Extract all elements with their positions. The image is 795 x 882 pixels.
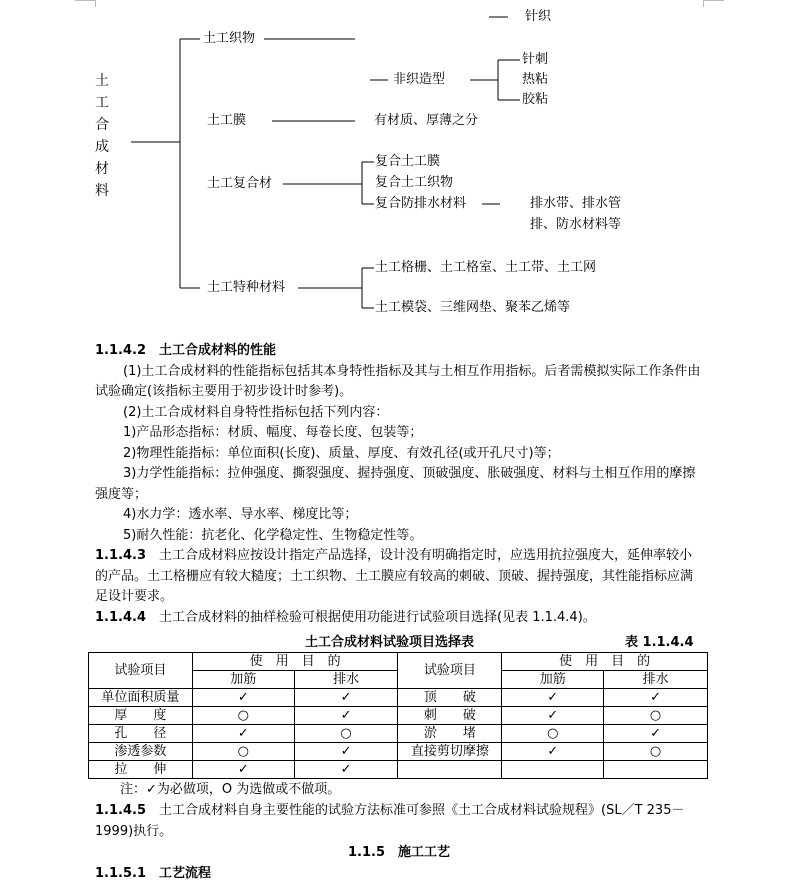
header-drainage: 排水 [604,671,708,689]
node-special-2: 土工模袋、三维网垫、聚苯乙烯等 [375,300,571,315]
section-1145 [95,801,703,842]
cell-mark: ○ [294,725,398,743]
cell-item: 顶 破 [398,689,502,707]
cell-item: 拉 伸 [89,761,193,779]
cell-mark: ✓ [192,725,294,743]
node-drainage-2: 排、防水材料等 [530,217,622,232]
cell-mark: ✓ [192,689,294,707]
node-special: 土工特种材料 [207,280,286,295]
cell-mark: ✓ [502,689,604,707]
header-purpose: 使 用 目 的 [192,653,398,671]
table-row [89,707,708,725]
node-heat-bonded: 热粘 [522,72,549,87]
node-composite-textile: 复合土工织物 [375,175,454,190]
paragraph: 1)产品形态指标：材质、幅度、每卷长度、包装等； [123,425,423,440]
root-char: 合 [95,117,109,133]
root-char: 材 [95,161,109,177]
table-note: 注：✓为必做项，O 为选做或不做项。 [120,782,341,797]
node-nonwoven: 非织造型 [393,72,446,87]
root-char: 料 [95,183,109,199]
paragraph-1145: 1.1.4.5 土工合成材料自身主要性能的试验方法标准可参照《土工合成材料试验规程》(SL／T 235－1999)执行。 [95,803,685,839]
node-composite-drainage: 复合防排水材料 [375,196,467,211]
paragraph: 5)耐久性能：抗老化、化学稳定性、生物稳定性等。 [123,527,423,543]
paragraph-1144: 1.1.4.4 土工合成材料的抽样检验可根据使用功能进行试验项目选择(见表 1.1.4.4)。 [95,609,596,625]
node-membrane: 土工膜 [207,113,247,128]
header-purpose: 使 用 目 的 [502,653,708,671]
table-title: 土工合成材料试验项目选择表 [305,635,475,650]
table-row [89,725,708,743]
section-1142 [95,341,703,628]
cell-mark: ✓ [294,761,398,779]
header-item: 试验项目 [398,653,502,689]
table-number: 表 1.1.4.4 [625,635,694,650]
cell-item [398,761,502,779]
root-char: 土 [95,73,109,89]
cell-mark: ✓ [604,689,708,707]
node-geotextile: 土工织物 [203,31,256,46]
paragraph: 4)水力学：透水率、导水率、梯度比等； [123,507,358,522]
table-row [89,689,708,707]
cell-mark [604,761,708,779]
node-woven: 针织 [525,9,552,24]
paragraph-1143: 1.1.4.3 土工合成材料应按设计指定产品选择，设计没有明确指定时，应选用抗拉强度大，延伸率较小的产品。土工格栅应有较大糙度；土工织物、土工膜应有较高的刺破、顶破、握持强度，其性能指标应满足设计要求。 [95,548,694,604]
section-115-heading: 1.1.5 施工工艺 [348,845,451,860]
table-row [89,761,708,779]
root-char: 成 [95,139,109,155]
cell-mark: ✓ [294,689,398,707]
cell-item: 直接剪切摩擦 [398,743,502,761]
cell-item: 单位面积质量 [89,689,193,707]
cell-item: 渗透参数 [89,743,193,761]
paragraph: (2)土工合成材料自身特性指标包括下列内容： [123,404,389,420]
cell-mark: ✓ [604,725,708,743]
header-item: 试验项目 [89,653,193,689]
paragraph: 3)力学性能指标：拉伸强度、撕裂强度、握持强度、顶破强度、胀破强度、材料与土相互作用的摩擦强度等； [95,466,696,502]
node-glue-bonded: 胶粘 [522,92,549,107]
node-needle-punched: 针刺 [522,52,549,67]
node-composite-membrane: 复合土工膜 [375,154,441,169]
cell-mark: ✓ [502,707,604,725]
node-drainage-1: 排水带、排水管 [530,196,622,211]
paragraph: (1)土工合成材料的性能指标包括其本身特性指标及其与土相互作用指标。后者需模拟实际工作条件由试验确定(该指标主要用于初步设计时参考)。 [95,363,701,399]
cell-mark: ✓ [294,743,398,761]
header-drainage: 排水 [294,671,398,689]
header-reinforcement: 加筋 [502,671,604,689]
cell-mark: ✓ [192,761,294,779]
cell-mark: ○ [192,743,294,761]
cell-mark: ○ [604,743,708,761]
cell-item: 孔 径 [89,725,193,743]
cell-mark: ✓ [294,707,398,725]
node-composite: 土工复合材 [207,176,273,191]
cell-mark: ○ [502,725,604,743]
root-char: 工 [95,95,109,111]
section-1151-heading: 1.1.5.1 工艺流程 [95,866,212,881]
cell-item: 刺 破 [398,707,502,725]
node-special-1: 土工格栅、土工格室、土工带、土工网 [375,260,597,275]
cell-mark: ○ [192,707,294,725]
cell-item: 厚 度 [89,707,193,725]
paragraph: 2)物理性能指标：单位面积(长度)、质量、厚度、有效孔径(或开孔尺寸)等； [123,445,560,461]
header-reinforcement: 加筋 [192,671,294,689]
cell-mark [502,761,604,779]
cell-item: 淤 堵 [398,725,502,743]
section-heading: 1.1.4.2 土工合成材料的性能 [95,343,277,358]
cell-mark: ○ [604,707,708,725]
table-row [89,743,708,761]
node-membrane-note: 有材质、厚薄之分 [374,113,479,128]
test-selection-table [88,652,708,779]
cell-mark: ✓ [502,743,604,761]
